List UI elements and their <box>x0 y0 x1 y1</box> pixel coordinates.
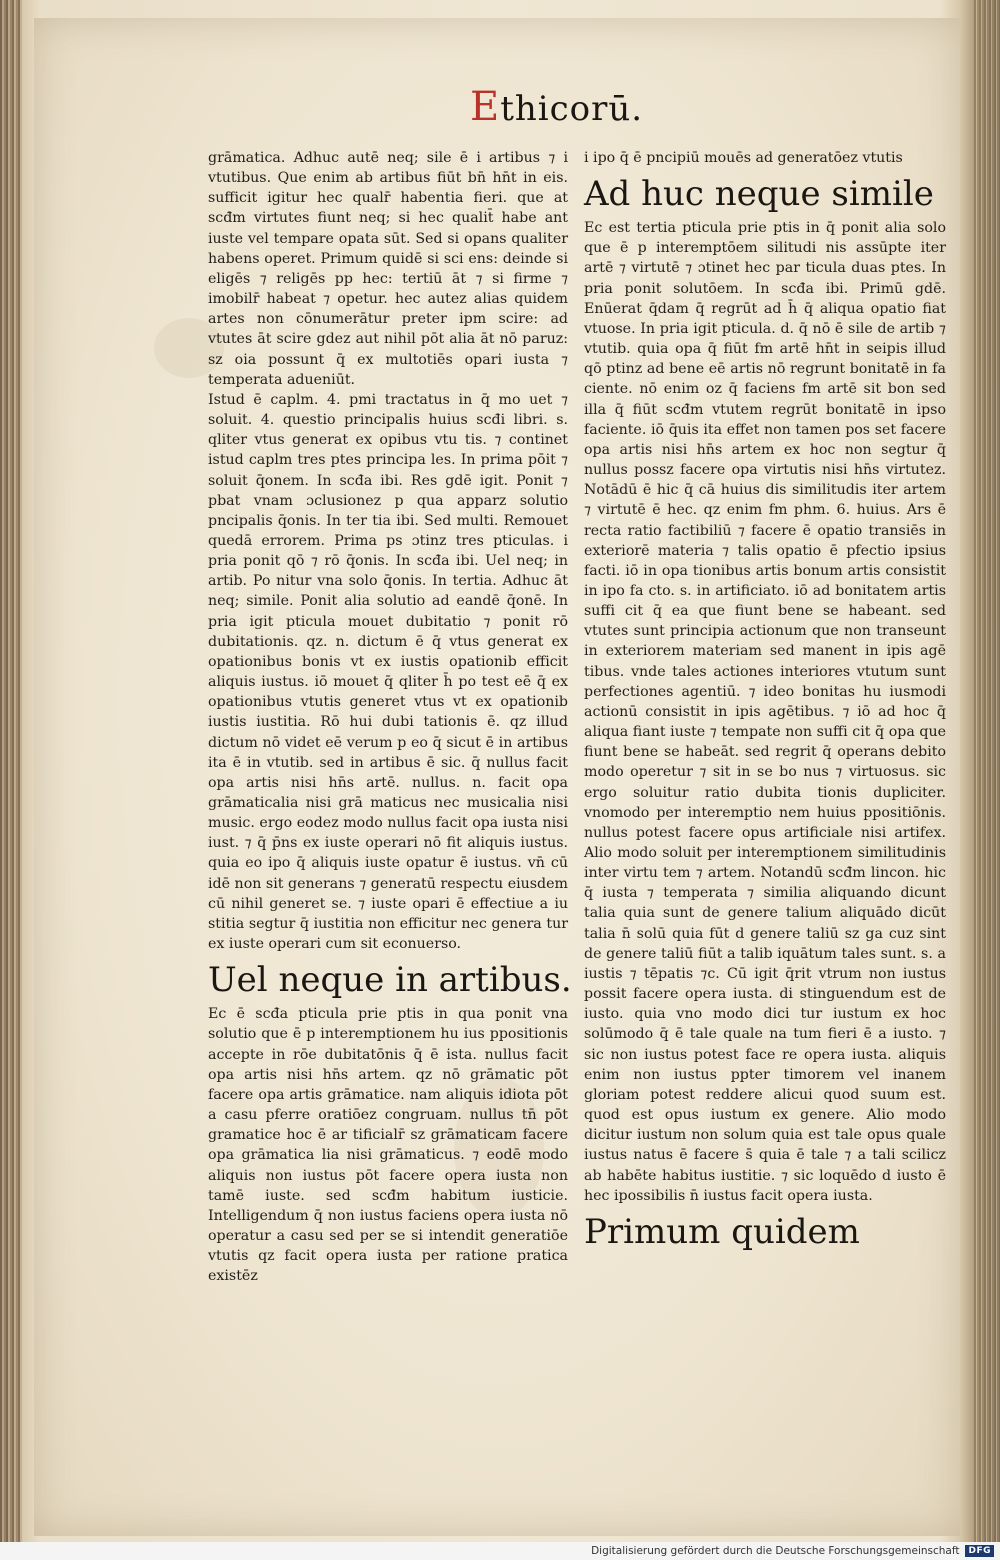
commentary-paragraph: Ec est tertia pticula prie ptis in q̄ ponit alia solo que ē p interemptōem silitudi nis assūpte iter artē ⁊ virtutē ⁊ ɔtinet hec par ticula duas ptes. In pria ponit solutōem. In scđa ibi. Primū gdē. Enūerat q̄dam q̄ regrūt ad h̄ q̄ aliqua opatio fiat vtuose. In pria igit pticula. d. q̄ nō ē sile de artib ⁊ vtutib. quia opa q̄ fiūt fm artē hn̄t in seipis illud qō ptinz ad bene eē artis nō regrunt bonitatē in fa ciente. nō enim oz q̄ faciens fm artē sit bon sed illa q̄ fiūt scđm vtutem regrūt bonitatē in ipso faciente. iō q̄uis ita effet non tamen pos set facere opa artis nisi hn̄s artem ex hoc non segtur q̄ nullus possz facere opa virtutis nisi hn̄s virtutez. Notādū ē hic q̄ cā huius dis similitudis iter artem ⁊ virtutē ē hec. qz enim fm phm. 6. huius. Ars ē recta ratio factibiliū ⁊ facere ē opatio transiēs in exteriorē materia ⁊ talis opatio ē pfectio ipsius facti. iō in opa tionibus artis bonum artis consistit in ipo fa cto. s. in artificiato. iō ad bonitatem artis suffi cit q̄ ea que fiunt bene se habeant. sed vtutes sunt principia actionum que non transeunt in exteriorem materiam sed manent in ipis agē tibus. vnde tales actiones interiores vtutum sunt perfectiones agentiū. ⁊ ideo bonitas hu iusmodi actionū consistit in ipis agētibus. ⁊ iō ad hoc q̄ aliqua fiant iuste ⁊ tempate non suffi cit q̄ opa que fiunt bene se habeāt. sed regrit q̄ operans debito modo operetur ⁊ sit in se bo nus ⁊ virtuosus. sic ergo soluitur ratio dubita tionis dupliciter. vnomodo per interemptio nem huius ppositiōnis. nullus potest facere opus artificiale nisi artifex. Alio modo soluit per interemptionem similitudinis inter virtu tem ⁊ artem. Notandū scđm lincon. hic q̄ iusta ⁊ temperata ⁊ similia aliquando dicunt talia quia sunt de genere talium aliquādo dicūt talia n̄ solū quia fūt d genere taliū sz ga cuz sint de genere taliū fiūt a talib iquātum tales sunt. s. a iustis ⁊ tēpatis ⁊c. Cū igit q̄rit vtrum non iustus possit facere opera iusta. di stinguendum est de iusto. quia vno modo dici tur iustum ex hoc solūmodo q̄ ē tale quale na tum fieri ē a iusto. ⁊ sic non iustus potest face re opera iusta. aliquis enim non iustus ppter timorem vel inanem gloriam potest reddere alicui quod suum est. quod est opus iustum ex genere. Alio modo dicitur iustum non solum quia est tale opus quale iustus natus ē facere s̄ quia ē tale ⁊ a tali scilicz ab habēte habitus iustitie. ⁊ sic loquēdo d iusto ē hec ipossibilis n̄ iustus facit opera iusta. <box>584 220 946 1204</box>
commentary-paragraph: Ec ē scđa pticula prie ptis in qua ponit vna solutio que ē p interemptionem hu ius ppositionis accepte in rōe dubitatōnis q̄ ē ista. nullus facit opa artis nisi hn̄s artem. qz nō grāmatic pōt facere opa artis grāmatice. nam aliquis idiota pōt a casu pferre oratiōez congruam. nullus tn̄ pōt gramatice hoc ē ar tificialr̄ sz grāmaticam facere opa grāmatica lia nisi grāmaticus. ⁊ eodē modo aliquis non iustus pōt facere opera iusta non tamē iuste. sed scđm habitum iusticie. Intelligendum q̄ non iustus faciens opera iusta nō operatur a casu sed per se si intendit generatiōe vtutis qz facit opera iusta per ratione pratica existēz <box>208 1006 568 1285</box>
header-rubric-initial: E <box>470 84 501 130</box>
right-text-column <box>584 148 946 1256</box>
commentary-paragraph: i ipo q̄ ē pncipiū mouēs ad generatōez vtutis <box>584 150 903 166</box>
commentary-paragraph: Istud ē caplm. 4. pmi tractatus in q̄ mo uet ⁊ soluit. 4. questio principalis huius scđi libri. s. qliter vtus generat ex opibus vtu tis. ⁊ continet istud caplm tres ptes principa les. In prima pōit ⁊ soluit q̄onem. In scđa ibi. Res gdē igit. Ponit ⁊ pbat vnam ɔclusionez p qua apparz solutio pncipalis q̄onis. In ter tia ibi. Sed multi. Remouet quedā errorem. Prima ps ɔtinz tres pticulas. i pria ponit qō ⁊ rō q̄onis. In scđa ibi. Uel neq; in artib. Po nitur vna solo q̄onis. In tertia. Adhuc āt neq; simile. Ponit alia solutio ad eandē q̄onē. In pria igit pticula mouet dubitatio ⁊ ponit rō dubitationis. qz. n. dictum ē q̄ vtus generat ex opationibus bonis vt ex iustis opationib efficit aliquis iustus. iō mouet q̄ qliter h̄ po test eē q̄ ex opationibus vtutis generet vtus vt ex opationib iustis iustitia. Rō hui dubi tationis ē. qz illud dictum nō videt eē verum p eo q̄ sicut ē in artibus ita ē in vtutib. sed in artibus ē sic. q̄ nullus facit opa artis nisi hn̄s artē. nullus. n. facit opa grāmaticalia nisi grā maticus nec musicalia nisi music. ergo eodez modo nullus facit opa iusta nisi iust. ⁊ q̄ p̄ns ex iuste operari nō fit aliquis iustus. quia eo ipo q̄ aliquis iuste opatur ē iustus. vn̄ cū idē non sit generans ⁊ generatū respectu eiusdem cū nihil generet se. ⁊ iuste opari ē effectiue a iu stitia segtur q̄ iustitia non efficitur nec genera tur ex iuste operari cum sit econuerso. <box>208 391 568 953</box>
section-heading: Primum quidem <box>584 1211 860 1252</box>
dfg-logo: DFG <box>965 1545 994 1557</box>
footer-credit: Digitalisierung gefördert durch die Deutsche Forschungsgemeinschaft <box>591 1545 960 1557</box>
section-heading: Uel neque in artibus. <box>208 960 572 1001</box>
page-stack-right-edge <box>974 0 1000 1542</box>
page-stack-left-edge <box>0 0 22 1542</box>
commentary-paragraph: grāmatica. Adhuc autē neq; sile ē i artibus ⁊ i vtutibus. Que enim ab artibus fiūt bn̄ hn̄t in eis. sufficit igitur hec qualr̄ habentia fieri. que at scđm virtutes fiunt neq; si hec qualit̄ habe ant iuste vel tempare opata sūt. Sed si opans qualiter habens operet. Primum quidē si sci ens: deinde si eligēs ⁊ religēs pp hec: tertiū āt ⁊ si firme ⁊ imobilr̄ habeat ⁊ opetur. hec autez alias quidem artes non cōnumerātur preter ipm scire: ad vtutes āt scire gdez aut nihil pōt alia āt nō paruz: sz oia possunt q̄ ex multotiēs opari iusta ⁊ temperata adueniūt. <box>208 150 568 388</box>
running-header <box>470 84 643 130</box>
left-text-column <box>208 148 572 1286</box>
section-heading: Ad huc neque simile <box>584 174 934 215</box>
header-title: thicorū. <box>500 89 644 129</box>
digitization-footer <box>0 1542 1000 1560</box>
